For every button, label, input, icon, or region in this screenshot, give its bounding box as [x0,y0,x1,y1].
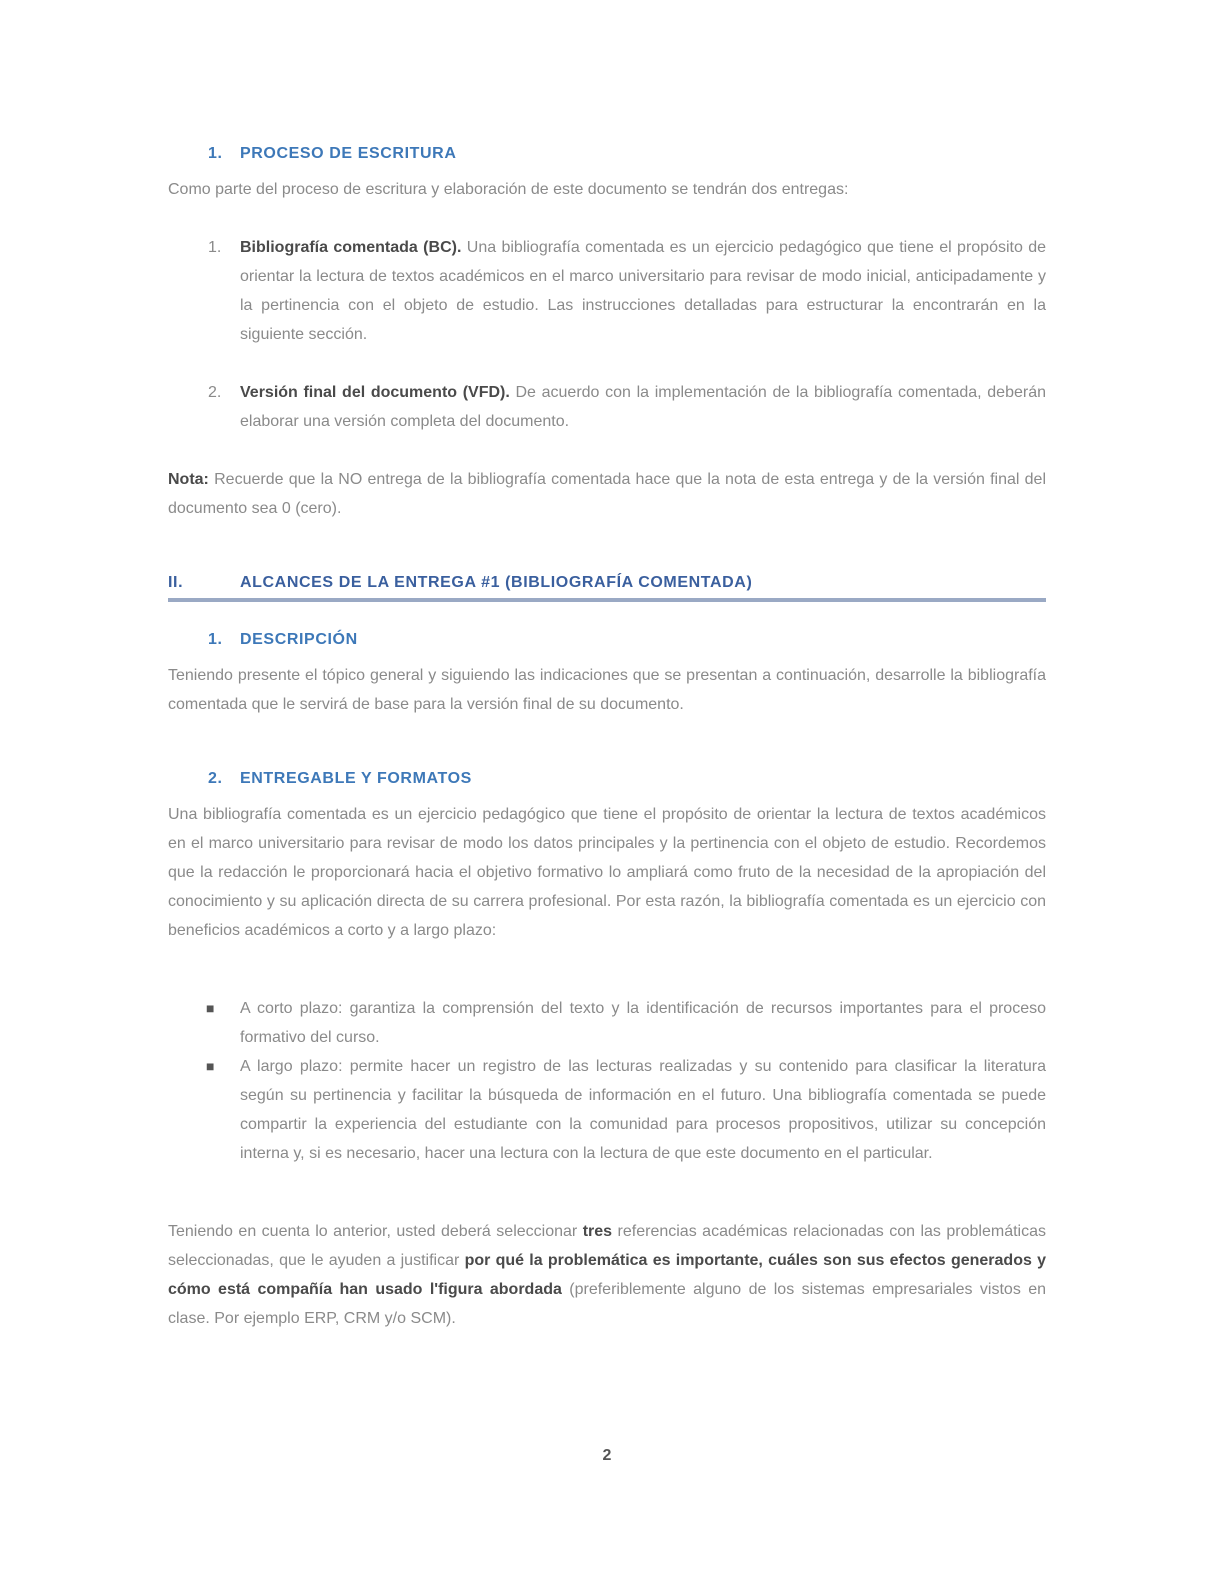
heading-number: 1. [208,145,223,162]
list-marker: 2. [208,384,222,401]
heading-title: DESCRIPCIÓN [240,631,358,648]
list-item-text: A corto plazo: garantiza la comprensión del texto y la identificación de recursos importantes para el proceso formativo del curso. [240,1000,1046,1046]
heading-number: 1. [208,631,223,648]
list-item [168,233,1046,349]
closing-text: referencias académicas relacionadas con las problemáticas seleccionadas, que le ayuden a justificar [168,1223,1047,1269]
closing-paragraph [168,1217,1046,1333]
note-label: Nota: [168,471,209,488]
heading-entregable-formatos [208,770,472,788]
heading-number: II. [168,574,184,591]
heading-proceso-escritura [208,145,456,163]
list-item-bold: Bibliografía comentada (BC). [240,239,462,256]
intro-paragraph: Como parte del proceso de escritura y elaboración de este documento se tendrán dos entregas: [168,181,849,198]
list-item-body: De acuerdo con la implementación de la bibliografía comentada, deberán elaborar una versión completa del documento. [240,384,1046,430]
closing-bold: tres [582,1223,613,1240]
closing-text: (preferiblemente alguno de los sistemas empresariales vistos en clase. Por ejemplo ERP, CRM y/o SCM). [168,1281,1046,1327]
note-text: Recuerde que la NO entrega de la bibliografía comentada hace que la nota de esta entrega y de la versión final del documento sea 0 (cero). [168,471,1046,517]
heading-alcances-entrega [168,574,1046,602]
list-item [168,1052,1046,1168]
list-marker: 1. [208,239,222,256]
heading-title: PROCESO DE ESCRITURA [240,145,457,162]
closing-text: Teniendo en cuenta lo anterior, usted deberá seleccionar [168,1223,583,1240]
closing-bold: por qué la problemática es importante, cuáles son sus efectos generados y cómo está compañía han usado l'figura abordada [168,1252,1047,1298]
list-item-text [240,378,1046,436]
bullet-icon: ■ [206,1000,215,1016]
list-item [168,994,1046,1052]
list-item-text: A largo plazo: permite hacer un registro de las lecturas realizadas y su contenido para clasificar la literatura según su pertinencia y facilitar la búsqueda de información en el futuro. Una bibliografía comentada se puede compartir la experiencia del estudiante con la comunidad para procesos propositivos, utilizar su concepción interna y, si es necesario, hacer una lectura con la lectura de que este documento en el particular. [240,1058,1046,1162]
heading-title: ALCANCES DE LA ENTREGA #1 (BIBLIOGRAFÍA COMENTADA) [240,574,753,591]
description-paragraph: Teniendo presente el tópico general y siguiendo las indicaciones que se presentan a continuación, desarrolle la bibliografía comentada que le servirá de base para la versión final de su documento. [168,667,1046,713]
list-item [168,378,1046,436]
page-number: 2 [602,1447,612,1464]
document-page [168,0,1046,1584]
list-item-bold: Versión final del documento (VFD). [240,384,510,401]
heading-number: 2. [208,770,223,787]
heading-title: ENTREGABLE Y FORMATOS [240,770,472,787]
list-item-text [240,233,1046,349]
list-item-body: Una bibliografía comentada es un ejercicio pedagógico que tiene el propósito de orientar la lectura de textos académicos en el marco universitario para revisar de modo inicial, anticipadamente y la pertinencia con el objeto de estudio. Las instrucciones detalladas para estructurar la encontrarán en la siguiente sección. [240,239,1047,343]
deliverable-paragraph: Una bibliografía comentada es un ejercicio pedagógico que tiene el propósito de orientar la lectura de textos académicos en el marco universitario para revisar de modo los datos principales y la pertinencia con el objeto de estudio. Recordemos que la redacción le proporcionará hacia el objetivo formativo lo ampliará como fruto de la necesidad de la apropiación del conocimiento y su aplicación directa de su carrera profesional. Por esta razón, la bibliografía comentada es un ejercicio con beneficios académicos a corto y a largo plazo: [168,806,1046,939]
heading-descripcion [208,631,358,649]
note-paragraph [168,465,1046,523]
bullet-icon: ■ [206,1058,215,1074]
